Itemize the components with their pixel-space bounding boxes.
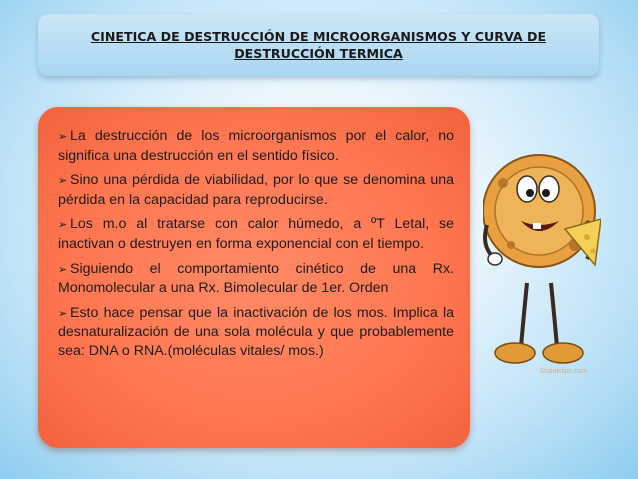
bullet-paragraph (58, 171, 454, 209)
title-box (38, 14, 599, 76)
slide-title-line-2: DESTRUCCIÓN TERMICA (234, 46, 403, 61)
cheese-character-illustration (483, 133, 601, 383)
paragraph-text: Siguiendo el comportamiento cinético de una Rx. Monomolecular a una Rx. Bimolecular de 1er. Orden (58, 260, 454, 297)
bullet-paragraph (58, 304, 454, 361)
bullet-arrow-icon: ➢ (58, 175, 68, 188)
slide-title (91, 28, 546, 62)
bullet-paragraph (58, 215, 454, 253)
paragraph-text: Sino una pérdida de viabilidad, por lo que se denomina una pérdida en la capacidad para reproducirse. (58, 172, 454, 208)
bullet-paragraph (58, 127, 454, 165)
content-box (38, 107, 470, 448)
paragraph-text: Esto hace pensar que la inactivación de los mos. Implica la desnaturalización de una sola molécula y que probablemente sea: DNA o RNA.(moléculas vitales/ mos.) (58, 304, 454, 359)
bullet-arrow-icon: ➢ (58, 219, 68, 232)
paragraph-text: Los m.o al tratarse con calor húmedo, a ºT Letal, se inactivan o destruyen en forma exponencial con el tiempo. (58, 216, 454, 252)
bullet-arrow-icon: ➢ (58, 263, 68, 276)
bullet-arrow-icon: ➢ (58, 307, 68, 320)
bullet-paragraph (58, 260, 454, 298)
paragraph-text: La destrucción de los microorganismos por el calor, no significa una destrucción en el sentido físico. (58, 128, 454, 164)
bullet-arrow-icon: ➢ (58, 131, 68, 143)
slide-title-line-1: CINETICA DE DESTRUCCIÓN DE MICROORGANISMOS Y CURVA DE (90, 29, 547, 44)
illustration-watermark: ©coolclips.com (540, 368, 588, 375)
